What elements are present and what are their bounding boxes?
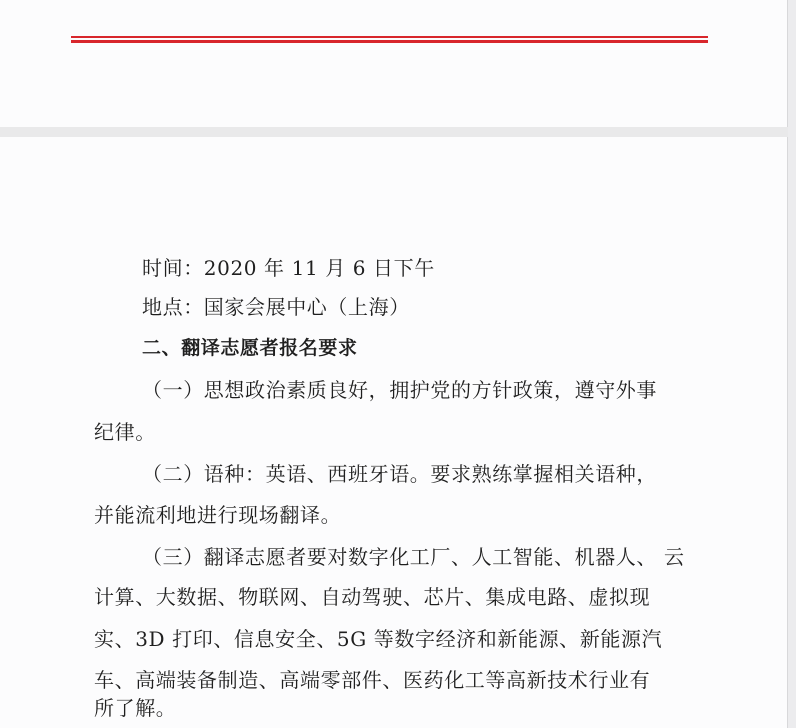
document-page xyxy=(0,137,788,728)
paragraph-line: 实、3D 打印、信息安全、5G 等数字经济和新能源、新能源汽 xyxy=(94,627,663,651)
time-line: 时间：2020 年 11 月 6 日下午 xyxy=(142,256,435,280)
paragraph-line: 所了解。 xyxy=(94,696,177,720)
paragraph-line: 纪律。 xyxy=(94,420,156,444)
paragraph-line: 计算、大数据、物联网、自动驾驶、芯片、集成电路、虚拟现 xyxy=(94,585,651,609)
paragraph-line: （三）翻译志愿者要对数字化工厂、人工智能、机器人、 云 xyxy=(142,545,685,569)
red-header-rule xyxy=(71,40,708,43)
section-heading: 二、翻译志愿者报名要求 xyxy=(142,337,358,359)
paragraph-line: 并能流利地进行现场翻译。 xyxy=(94,503,342,527)
paragraph-line: （一）思想政治素质良好，拥护党的方针政策，遵守外事 xyxy=(142,378,657,402)
place-line: 地点：国家会展中心（上海） xyxy=(142,295,410,319)
paragraph-line: （二）语种：英语、西班牙语。要求熟练掌握相关语种， xyxy=(142,462,657,486)
red-header-rule xyxy=(71,36,708,38)
paragraph-line: 车、高端装备制造、高端零部件、医药化工等高新技术行业有 xyxy=(94,668,651,692)
viewer-scroll-gutter xyxy=(788,0,796,728)
document-page-header xyxy=(0,0,788,127)
